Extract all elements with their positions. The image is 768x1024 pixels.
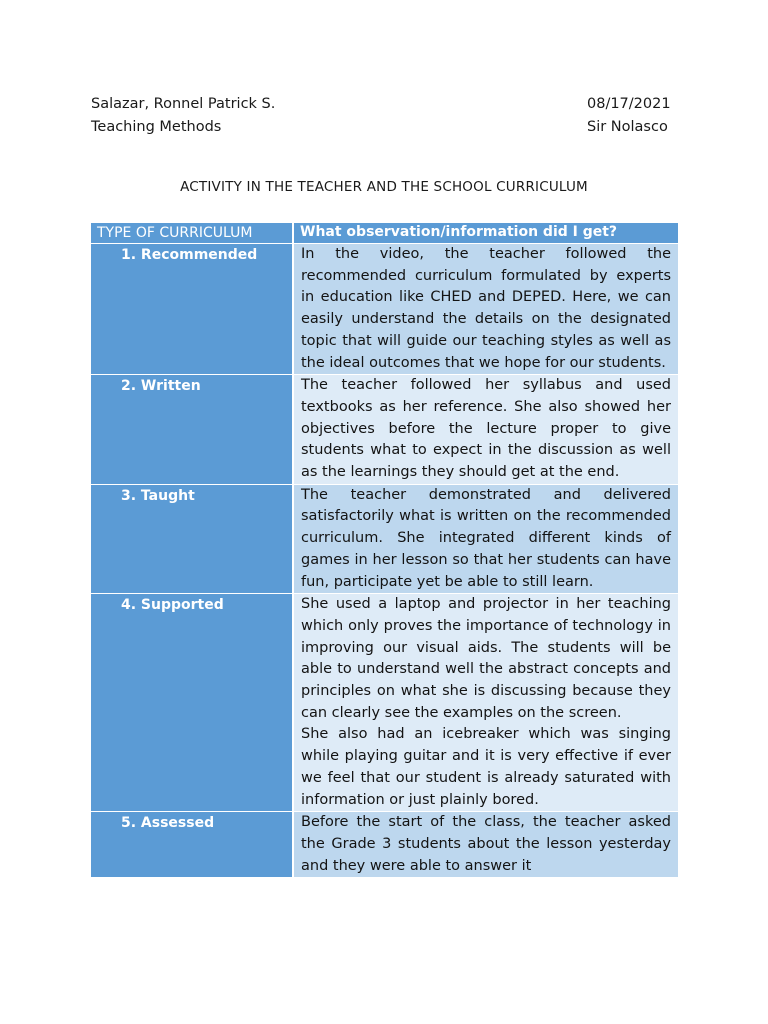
curriculum-type-cell: 3. Taught [91, 485, 294, 594]
document-title: ACTIVITY IN THE TEACHER AND THE SCHOOL CURRICULUM [180, 179, 588, 195]
curriculum-table [91, 223, 678, 925]
observation-cell [294, 594, 678, 811]
subject-name: Teaching Methods [91, 119, 222, 135]
table-row [91, 485, 678, 595]
column-header-observation: What observation/information did I get? [294, 223, 678, 243]
observation-cell [294, 812, 678, 877]
header-left [91, 94, 275, 140]
table-row [91, 244, 678, 375]
observation-text: The teacher demonstrated and delivered satisfactorily what is written on the recommended curriculum. She integrated different kinds of games in her lesson so that her students can have fun, participate yet be able to still learn. [301, 486, 671, 590]
table-row [91, 594, 678, 812]
column-header-type: TYPE OF CURRICULUM [91, 223, 294, 243]
observation-text: Before the start of the class, the teacher asked the Grade 3 students about the lesson yesterday and they were able to answer it [301, 814, 671, 874]
observation-text: She also had an icebreaker which was singing while playing guitar and it is very effective if ever we feel that our student is already saturated with information or just plainly bored. [301, 726, 671, 808]
observation-cell [294, 375, 678, 484]
instructor-name: Sir Nolasco [587, 119, 668, 135]
observation-text: The teacher followed her syllabus and used textbooks as her reference. She also showed her objectives before the lecture proper to give students what to expect in the discussion as well as the learnings they should get at the end. [301, 377, 671, 481]
observation-text: In the video, the teacher followed the recommended curriculum formulated by experts in education like CHED and DEPED. Here, we can easily understand the details on the designated topic that will guide our teaching styles as well as the ideal outcomes that we hope for our students. [301, 246, 671, 371]
curriculum-type-cell: 5. Assessed [91, 812, 294, 877]
observation-cell [294, 244, 678, 374]
document-date: 08/17/2021 [587, 96, 671, 112]
table-header-row [91, 223, 678, 244]
student-name: Salazar, Ronnel Patrick S. [91, 96, 276, 112]
observation-cell [294, 485, 678, 594]
table-row [91, 812, 678, 878]
curriculum-type-cell: 2. Written [91, 375, 294, 484]
header-right [587, 94, 671, 140]
curriculum-type-cell: 4. Supported [91, 594, 294, 811]
curriculum-type-cell: 1. Recommended [91, 244, 294, 374]
table-row [91, 375, 678, 485]
observation-text: She used a laptop and projector in her teaching which only proves the importance of technology in improving our visual aids. The students will be able to understand well the abstract concepts and principles on what she is discussing because they can clearly see the examples on the screen. [301, 596, 671, 721]
